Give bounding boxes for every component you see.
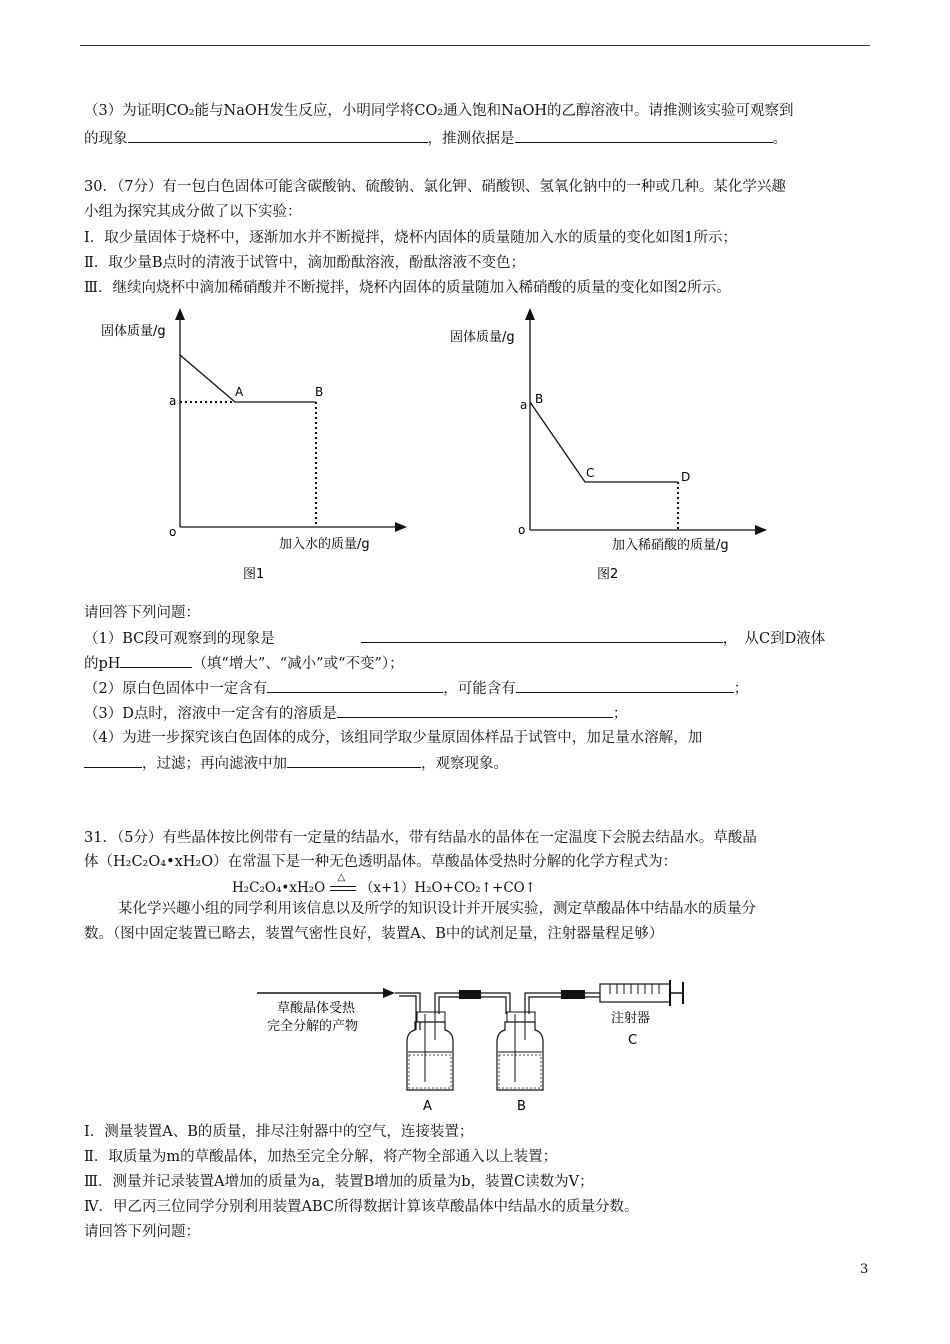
bottle-a-label: A — [423, 1099, 432, 1114]
q31-equation: H₂C₂O₄•xH₂O △ （x+1）H₂O+CO₂↑+CO↑ — [232, 872, 537, 896]
q30-intro2: 小组为探究其成分做了以下实验： — [84, 204, 302, 220]
syringe-label: 注射器 — [611, 1011, 651, 1026]
syringe — [600, 980, 683, 1006]
inlet-label-1: 草酸晶体受热 — [277, 1001, 356, 1016]
q31-intro1: 31．（5分）有些晶体按比例带有一定量的结晶水，带有结晶水的晶体在一定温度下会脱去结晶水。草酸晶 — [84, 830, 757, 846]
apparatus-diagram — [255, 972, 695, 1117]
q30-a3: （3）D点时，溶液中一定含有的溶质是 ； — [84, 703, 627, 724]
q29-3-line2: 的现象 ，推测依据是 。 — [84, 128, 787, 149]
fig2-origin: o — [518, 523, 526, 537]
q31-s4: Ⅳ．甲乙丙三位同学分别利用装置ABC所得数据计算该草酸晶体中结晶水的质量分数。 — [84, 1199, 639, 1215]
answer-blank[interactable] — [267, 678, 443, 693]
answer-blank[interactable] — [361, 628, 723, 643]
fig1-origin: o — [169, 525, 177, 539]
q30-step2: Ⅱ．取少量B点时的清液于试管中，滴加酚酞溶液，酚酞溶液不变色； — [84, 255, 526, 271]
answer-blank[interactable] — [515, 128, 773, 143]
fig1-caption: 图1 — [243, 567, 265, 582]
q30-a1-line1: （1）BC段可观察到的现象是 ， 从C到D液体 — [84, 628, 825, 649]
q30-step3: Ⅲ．继续向烧杯中滴加稀硝酸并不断搅拌，烧杯内固体的质量随加入稀硝酸的质量的变化如图2所示。 — [84, 280, 731, 296]
q31-para1: 某化学兴趣小组的同学利用该信息以及所学的知识设计并开展实验，测定草酸晶体中结晶水的质量分 — [118, 901, 756, 917]
fig1-a-label: a — [169, 394, 177, 408]
fig2-a-label: a — [520, 398, 528, 412]
q30-a4-line2: ，过滤；再向滤液中加 ，观察现象。 — [84, 753, 508, 774]
fig1-point-a: A — [235, 385, 244, 399]
bottle-b-label: B — [517, 1099, 526, 1114]
q30-a4-line1: （4）为进一步探究该白色固体的成分，该组同学取少量原固体样品于试管中，加足量水溶解，加 — [84, 730, 703, 746]
answer-blank[interactable] — [516, 678, 734, 693]
fig1-curve — [180, 355, 316, 402]
heat-symbol: △ — [337, 872, 346, 883]
answer-blank[interactable] — [337, 703, 613, 718]
bottle-a — [407, 1012, 453, 1090]
q31-s2: Ⅱ．取质量为m的草酸晶体，加热至完全分解，将产物全部通入以上装置； — [84, 1149, 558, 1165]
figure-1 — [95, 305, 425, 590]
inlet-label-2: 完全分解的产物 — [267, 1019, 359, 1034]
fig2-point-c: C — [586, 466, 595, 480]
header-rule — [80, 45, 870, 46]
q30-ask: 请回答下列问题： — [84, 605, 200, 621]
fig1-ylabel: 固体质量/g — [101, 324, 166, 339]
page-number: 3 — [860, 1262, 869, 1277]
q29-3-line1: （3）为证明CO₂能与NaOH发生反应，小明同学将CO₂通入饱和NaOH的乙醇溶液中。请推测该实验可观察到 — [84, 103, 794, 119]
answer-blank[interactable] — [128, 128, 428, 143]
fig2-ylabel: 固体质量/g — [450, 330, 515, 345]
q30-a2: （2）原白色固体中一定含有 ，可能含有 ； — [84, 678, 748, 699]
fig2-caption: 图2 — [597, 567, 619, 582]
fig2-curve — [530, 402, 678, 482]
answer-blank[interactable] — [287, 753, 421, 768]
bottle-b — [497, 1012, 543, 1090]
fig2-point-b: B — [535, 392, 544, 406]
syringe-c-label: C — [628, 1033, 638, 1048]
q31-ask: 请回答下列问题： — [84, 1224, 200, 1240]
q30-step1: Ⅰ．取少量固体于烧杯中，逐渐加水并不断搅拌，烧杯内固体的质量随加入水的质量的变化如图1所示； — [84, 230, 737, 246]
fig1-point-b: B — [315, 385, 324, 399]
answer-blank[interactable] — [120, 653, 192, 668]
answer-blank[interactable] — [84, 753, 142, 768]
q31-s1: Ⅰ．测量装置A、B的质量，排尽注射器中的空气，连接装置； — [84, 1124, 474, 1140]
q31-s3: Ⅲ．测量并记录装置A增加的质量为a，装置B增加的质量为b，装置C读数为V； — [84, 1174, 594, 1190]
q31-para2: 数。（图中固定装置已略去，装置气密性良好，装置A、B中的试剂足量，注射器量程足够） — [84, 926, 664, 942]
q30-intro1: 30．（7分）有一包白色固体可能含碳酸钠、硫酸钠、氯化钾、硝酸钡、氢氧化钠中的一种或几种。某化学兴趣 — [84, 179, 786, 195]
q30-a1-line2: 的pH （填“增大”、“减小”或“不变”）； — [84, 653, 404, 674]
fig2-xlabel: 加入稀硝酸的质量/g — [612, 538, 729, 553]
fig1-xlabel: 加入水的质量/g — [279, 537, 370, 552]
fig2-point-d: D — [681, 470, 691, 484]
q31-intro2: 体（H₂C₂O₄•xH₂O）在常温下是一种无色透明晶体。草酸晶体受热时分解的化学方程式为： — [84, 854, 678, 870]
figure-2 — [440, 305, 780, 590]
